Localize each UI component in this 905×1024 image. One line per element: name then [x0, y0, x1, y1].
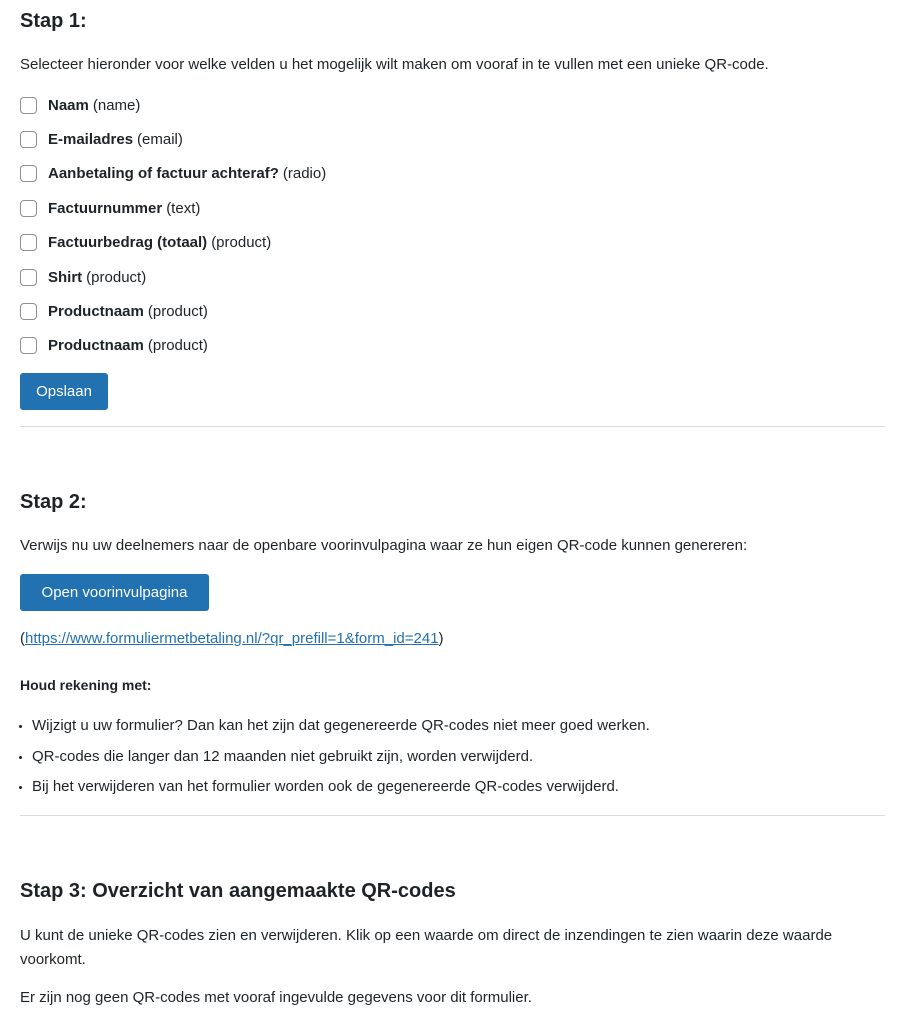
field-checkbox[interactable] [20, 303, 37, 320]
field-option[interactable] [20, 329, 326, 363]
field-type-label: (product) [147, 303, 208, 321]
field-name-label: Factuurnummer [48, 199, 163, 217]
step2-title: Stap 2: [20, 491, 87, 513]
note-item: • QR-codes die langer dan 12 maanden niet gebruikt zijn, worden verwijderd. [32, 747, 650, 778]
field-name-label: Shirt [48, 268, 83, 286]
field-checkbox[interactable] [20, 234, 37, 251]
step3-title: Stap 3: Overzicht van aangemaakte QR-codes [20, 880, 456, 902]
field-type-label: (product) [211, 234, 272, 252]
field-checkbox[interactable] [20, 200, 37, 217]
field-option[interactable] [20, 191, 326, 225]
step1-title: Stap 1: [20, 10, 87, 32]
field-checkbox[interactable] [20, 337, 37, 354]
field-option[interactable] [20, 122, 326, 156]
note-item: • Wijzigt u uw formulier? Dan kan het zijn dat gegenereerde QR-codes niet meer goed werken. [32, 716, 650, 747]
step1-intro: Selecteer hieronder voor welke velden u het mogelijk wilt maken om vooraf in te vullen met een unieke QR-code. [20, 56, 769, 73]
field-option[interactable] [20, 88, 326, 122]
separator-1 [20, 426, 885, 427]
field-option[interactable] [20, 157, 326, 191]
field-type-label: (product) [86, 268, 147, 286]
separator-2 [20, 815, 885, 816]
link-suffix: ) [438, 630, 444, 647]
field-option[interactable] [20, 294, 326, 328]
link-prefix: ( [20, 630, 25, 647]
field-type-label: (product) [147, 337, 208, 355]
field-checkbox[interactable] [20, 165, 37, 182]
field-option-list [20, 88, 326, 363]
step3-description: U kunt de unieke QR-codes zien en verwijderen. Klik op een waarde om direct de inzendingen te zien waarin deze waarde voorkomt. [20, 927, 833, 968]
open-prefill-page-button[interactable]: Open voorinvulpagina [20, 574, 209, 611]
field-option[interactable] [20, 226, 326, 260]
field-name-label: E-mailadres [48, 131, 134, 149]
note-item: • Bij het verwijderen van het formulier worden ook de gegenereerde QR-codes verwijderd. [32, 777, 650, 808]
empty-qr-message: Er zijn nog geen QR-codes met vooraf ingevulde gegevens voor dit formulier. [20, 989, 532, 1006]
field-type-label: (radio) [282, 165, 327, 183]
save-button[interactable]: Opslaan [20, 373, 108, 410]
field-type-label: (email) [137, 131, 183, 149]
field-name-label: Productnaam [48, 303, 144, 321]
field-name-label: Naam [48, 96, 89, 114]
field-type-label: (text) [166, 199, 201, 217]
field-name-label: Productnaam [48, 337, 144, 355]
field-type-label: (name) [92, 96, 141, 114]
step2-intro: Verwijs nu uw deelnemers naar de openbare voorinvulpagina waar ze hun eigen QR-code kunnen genereren: [20, 537, 748, 554]
field-name-label: Factuurbedrag (totaal) [48, 234, 208, 252]
notes-list [20, 716, 650, 808]
field-checkbox[interactable] [20, 97, 37, 114]
field-option[interactable] [20, 260, 326, 294]
field-checkbox[interactable] [20, 131, 37, 148]
notes-title: Houd rekening met: [20, 677, 152, 693]
prefill-url-link[interactable]: https://www.formuliermetbetaling.nl/?qr_prefill=1&form_id=241 [25, 630, 439, 647]
field-name-label: Aanbetaling of factuur achteraf? [48, 165, 279, 183]
field-checkbox[interactable] [20, 269, 37, 286]
prefill-link-line [20, 628, 444, 650]
